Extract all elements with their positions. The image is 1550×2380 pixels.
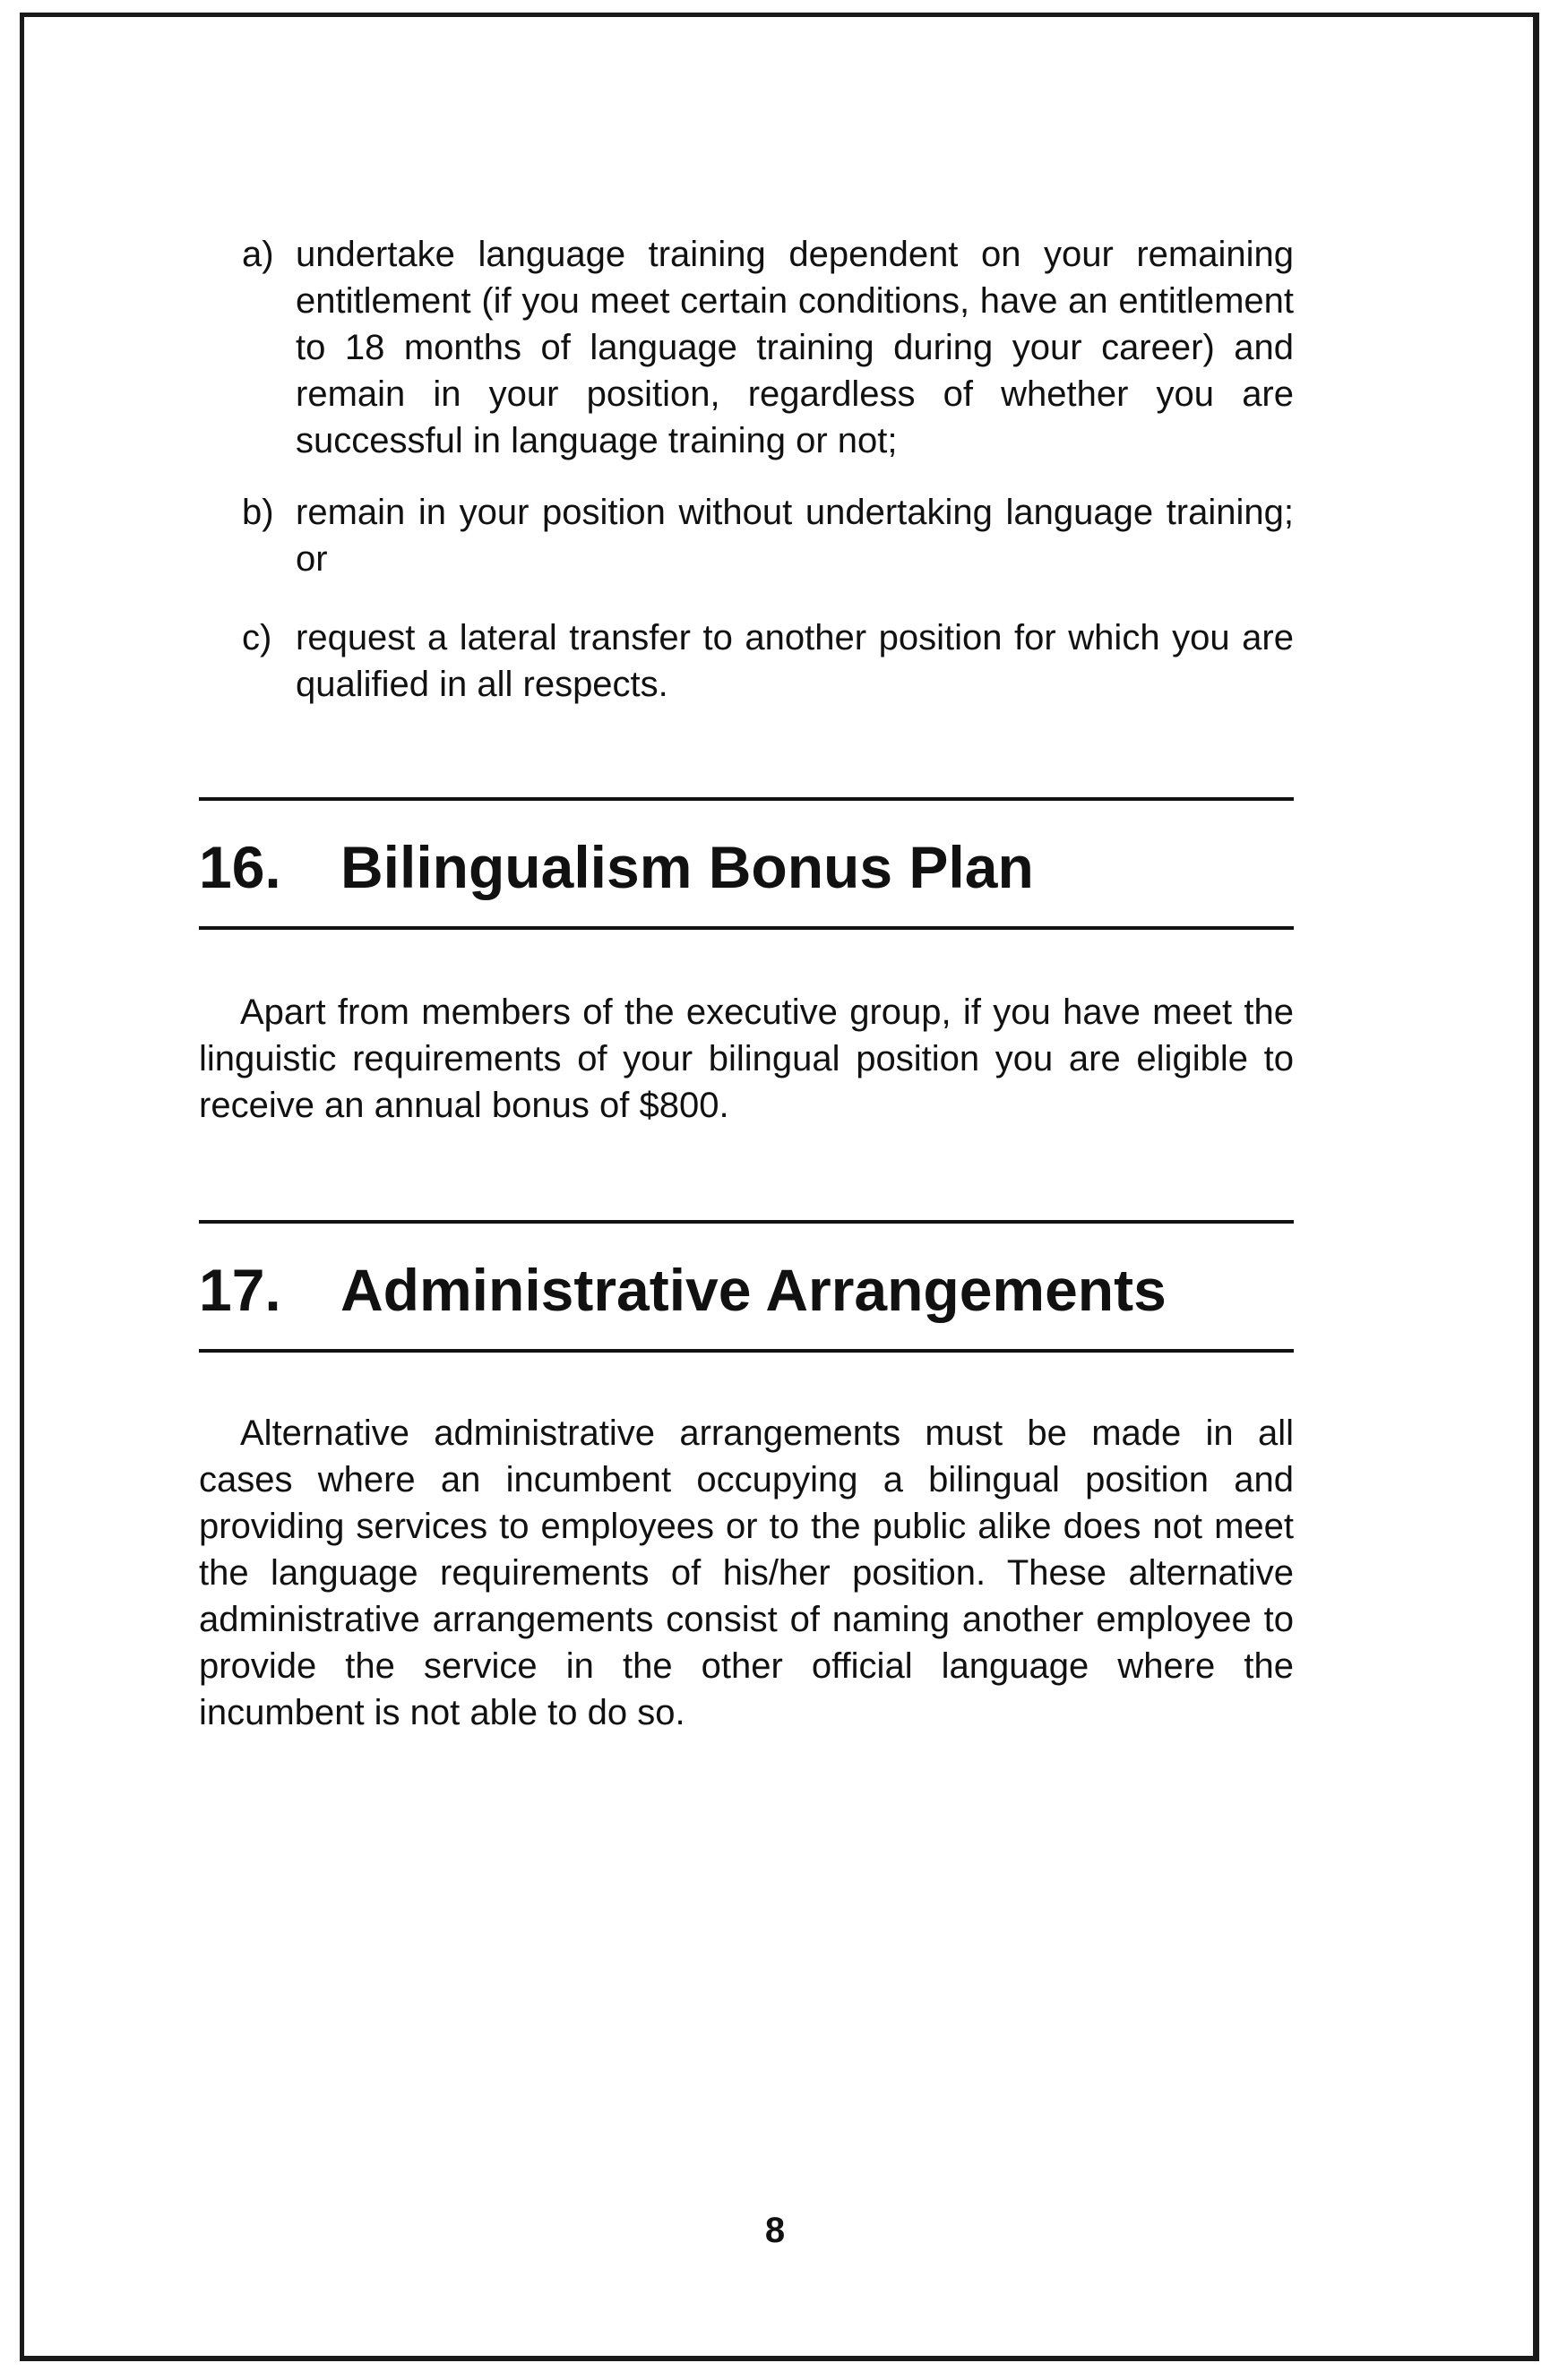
list-item-c — [242, 614, 1294, 708]
list-marker: c) — [242, 618, 272, 657]
section-title: Bilingualism Bonus Plan — [340, 834, 1034, 900]
section-divider-bottom — [199, 926, 1294, 930]
section-number: 17. — [199, 1257, 281, 1323]
paragraph-text: Alternative administrative arrangements must be made in all cases where an incumbent occupying a bilingual position and providing services to employees or to the public alike does not meet the language requirements of his/her position. These alternative administrative arrangements consist of naming another employee to provide the service in the other official language where the incumbent is not able to do so. — [199, 1413, 1294, 1732]
section-divider-top — [199, 797, 1294, 801]
list-item-text: undertake language training dependent on your remaining entitlement (if you meet certain conditions, have an entitlement to 18 months of language training during your career) and remain in your position, regardless of whether you are successful in language training or not; — [296, 235, 1294, 460]
paragraph-text: Apart from members of the executive group, if you have meet the linguistic requirements of your bilingual position you are eligible to receive an annual bonus of $800. — [199, 992, 1294, 1125]
section-heading-16 — [199, 831, 1294, 903]
page-number: 8 — [764, 2211, 786, 2250]
section-title: Administrative Arrangements — [340, 1257, 1167, 1323]
section-number: 16. — [199, 834, 281, 900]
section-divider-top — [199, 1220, 1294, 1224]
section-heading-17 — [199, 1254, 1294, 1326]
list-item-b — [242, 489, 1294, 582]
list-item-a — [242, 231, 1294, 464]
list-marker: a) — [242, 235, 274, 274]
list-marker: b) — [242, 493, 274, 532]
section-divider-bottom — [199, 1349, 1294, 1353]
section-17-body — [199, 1410, 1294, 1736]
section-16-body — [199, 989, 1294, 1129]
list-item-text: request a lateral transfer to another position for which you are qualified in all respects. — [296, 618, 1294, 704]
list-item-text: remain in your position without undertaking language training; or — [296, 493, 1294, 579]
